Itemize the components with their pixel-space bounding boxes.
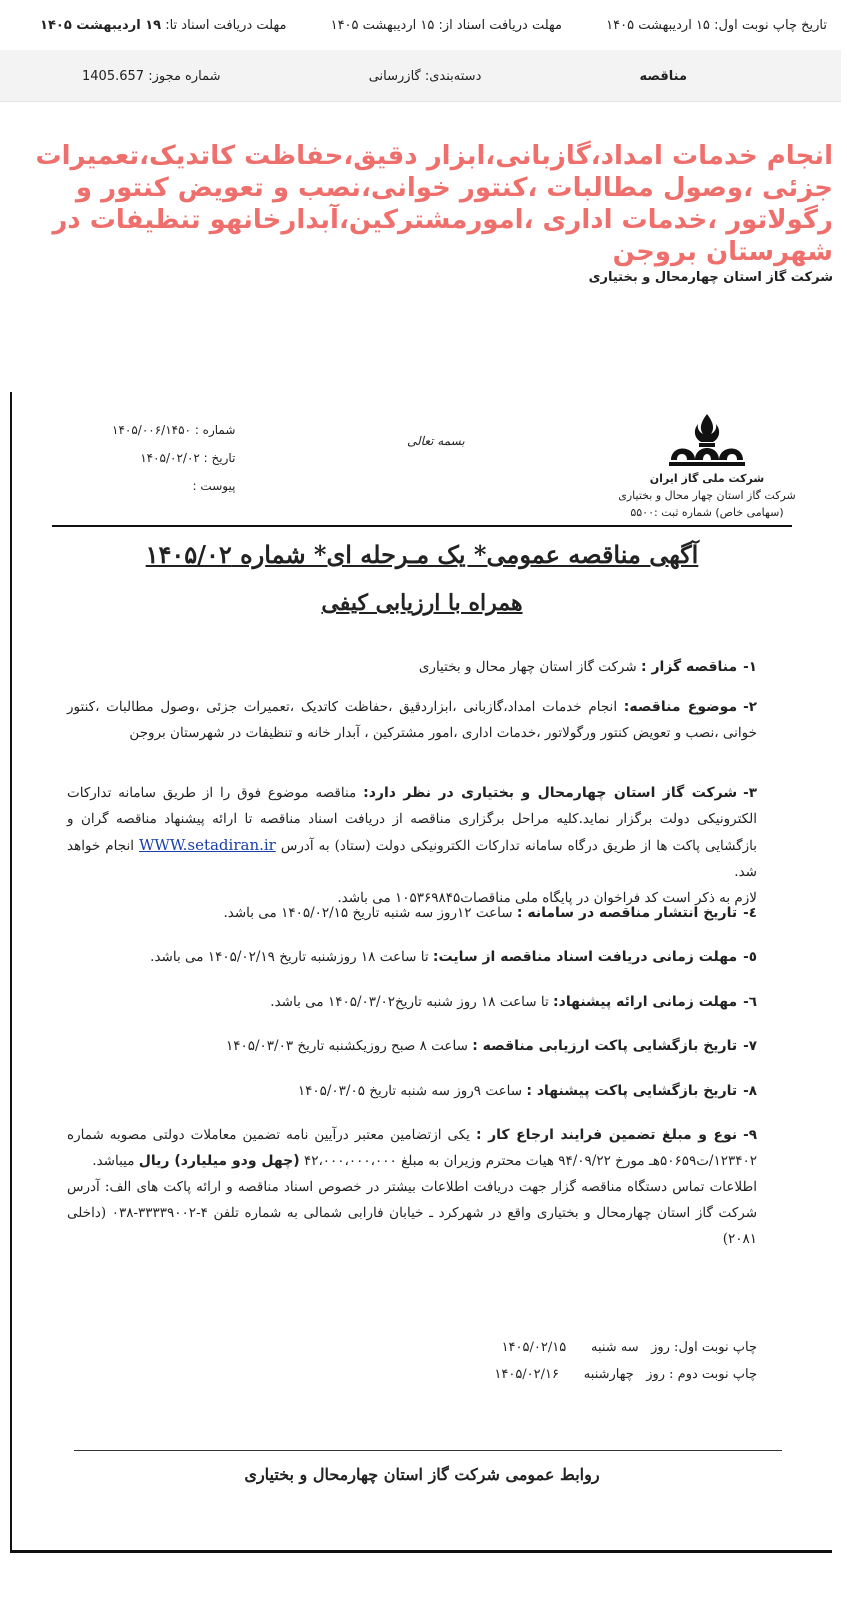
tender-document-image: [10, 392, 832, 1553]
first-print-value: ۱۵ اردیبهشت ۱۴۰۵: [606, 17, 710, 33]
item-number: ۲-: [743, 699, 757, 715]
receive-from-date: [331, 18, 562, 33]
gas-flame-logo-icon: [665, 412, 749, 468]
meta-row-details: [0, 52, 841, 100]
contact-info: اطلاعات تماس دستگاه مناقصه گزار جهت دریافت اطلاعات بیشتر در خصوص اسناد مناقصه و ارائه پاکت های الف: آدرس شرکت گاز استان چهارمحال و بختیاری واقع در شهرکرد ـ خیابان فارابی شمالی به شماره تلفن ۴-۳۳۳۳۹۰۰۲-۰۳۸ (داخلی ۲۰۸۱): [67, 1179, 758, 1247]
letter-references: [112, 416, 235, 500]
second-print-line: [494, 1367, 757, 1382]
category-label: دسته‌بندی:: [424, 68, 482, 84]
item-text: یکی ازتضامین معتبر درآیین نامه تضمین معاملات دولتی مصوبه شماره ۱۲۳۴۰۲/ت۵۰۶۵۹هـ مورخ ۹۴/۰۹/۲۲ هیات محترم وزیران به مبلغ ۴۲،۰۰۰،۰۰۰،۰۰۰: [67, 1127, 757, 1169]
letter-number-value: ۱۴۰۵/۰۰۶/۱۴۵۰: [112, 423, 191, 437]
item-number: ۷-: [743, 1038, 757, 1054]
tender-type-label: مناقصه: [639, 68, 687, 84]
logo-line-1: شرکت ملی گاز ایران: [649, 472, 765, 485]
item-label: نوع و مبلغ تضمین فرایند ارجاع کار :: [475, 1127, 738, 1143]
item-label: مهلت زمانی دریافت اسناد مناقصه از سایت:: [432, 949, 738, 965]
meta-row-dates: [0, 0, 841, 50]
item-label: مهلت زمانی ارائه پیشنهاد:: [553, 994, 738, 1010]
item-number: ۳-: [743, 785, 757, 801]
item-number: ۹-: [743, 1127, 757, 1143]
item-label: شرکت گاز استان چهارمحال و بختیاری در نظر دارد:: [363, 785, 738, 801]
header-divider: [52, 525, 792, 527]
print2-day: چهارشنبه: [583, 1367, 634, 1382]
item-6: [67, 989, 757, 1015]
letter-date-label: تاریخ :: [203, 451, 236, 465]
item-text: تا ساعت ۱۸ روزشنبه تاریخ ۱۴۰۵/۰۲/۱۹ می باشد.: [150, 949, 433, 965]
letter-attachment: [112, 472, 235, 500]
item-3: [67, 780, 757, 911]
license-value: 1405.657: [82, 68, 145, 84]
item-1: [67, 654, 757, 680]
receive-from-label: مهلت دریافت اسناد از:: [438, 17, 562, 33]
print1-day: سه شنبه: [590, 1340, 639, 1355]
item-text-end: میباشد.: [92, 1153, 139, 1169]
setadiran-link[interactable]: WWW.setadiran.ir: [138, 836, 276, 854]
first-print-label: تاریخ چاپ نوبت اول:: [714, 17, 827, 33]
item-number: ٥-: [743, 949, 757, 965]
item-text: ساعت ۱۲روز سه شنبه تاریخ ۱۴۰۵/۰۲/۱۵ می باشد.: [223, 905, 517, 921]
first-print-date: [606, 18, 827, 33]
item-text-end: انجام خواهد شد.: [67, 838, 757, 880]
category-value: گازرسانی: [368, 68, 421, 84]
page-title: انجام خدمات امداد،گازبانی،ابزار دقیق،حفاظت کاتدیک،تعمیرات جزئی ،وصول مطالبات ،کنتور خوانی،نصب و تعویض کنتور و رگولاتور ،خدمات اداری ،امورمشترکین،آبدارخانهو تنظیفات در شهرستان بروجن: [35, 141, 833, 267]
letter-attachment-label: پیوست :: [192, 479, 236, 493]
letter-number-label: شماره :: [194, 423, 236, 437]
tender-meta-bar: [0, 0, 841, 102]
receive-from-value: ۱۵ اردیبهشت ۱۴۰۵: [330, 17, 435, 33]
letter-date: [112, 444, 235, 472]
print2-label: چاپ نوبت دوم : روز: [646, 1367, 757, 1382]
item-text: مناقصه موضوع فوق را از طریق سامانه تدارکات الکترونیکی دولت برگزار نماید.کلیه مراحل برگزاری مناقصه از دریافت اسناد مناقصه تا ارائه پیشنهاد مناقصه گران و بازگشایی پاکت ها از طریق درگاه سامانه تدارکات الکترونیکی دولت (ستاد) به آدرس: [67, 785, 757, 854]
item-number: ۱-: [743, 659, 757, 675]
bismillah: بسمه تعالی: [407, 434, 465, 448]
item-4: [67, 900, 757, 926]
item-8: [67, 1078, 757, 1104]
ad-subheading: [12, 590, 832, 616]
item-note: لازم به ذکر است کد فراخوان در پایگاه ملی مناقصات۱۰۵۳۶۹۸۴۵ می باشد.: [337, 890, 757, 906]
item-label: تاریخ انتشار مناقصه در سامانه :: [516, 905, 738, 921]
item-text: ساعت ۹روز سه شنبه تاریخ ۱۴۰۵/۰۳/۰۵: [297, 1083, 527, 1099]
item-number: ٤-: [743, 905, 757, 921]
print1-date: ۱۴۰۵/۰۲/۱۵: [501, 1340, 567, 1355]
logo-line-3: (سهامی خاص) شماره ثبت :۵۵۰۰: [630, 506, 784, 519]
footer-divider: [74, 1450, 782, 1451]
guarantee-amount: (چهل ودو میلیارد) ریال: [138, 1153, 300, 1169]
item-text: انجام خدمات امداد،گازبانی ،ابزاردقیق ،حفاظت کاتدیک ،تعمیرات جزئی ،وصول مطالبات ،کنتور خوانی ،نصب و تعویض کنتور ورگولاتور ،خدمات اداری ،امور مشترکین ، آبدار خانه و تنظیفات در شهرستان بروجن: [67, 699, 757, 741]
item-number: ٦-: [743, 994, 757, 1010]
item-label: موضوع مناقصه:: [623, 699, 738, 715]
item-label: تاریخ بازگشایی پاکت پیشنهاد :: [526, 1083, 738, 1099]
print1-label: چاپ نوبت اول: روز: [651, 1340, 757, 1355]
public-relations-signature: روابط عمومی شرکت گاز استان چهارمحال و بختیاری: [244, 1465, 600, 1484]
ad-heading: [12, 540, 832, 569]
item-label: مناقصه گزار :: [640, 659, 738, 675]
ad-subheading-text: همراه با ارزیابی کیفی: [321, 590, 523, 616]
license-label: شماره مجوز:: [148, 68, 221, 84]
category: [369, 69, 492, 84]
tender-type: [640, 69, 827, 84]
letter-date-value: ۱۴۰۵/۰۲/۰۲: [140, 451, 200, 465]
item-number: ۸-: [743, 1083, 757, 1099]
item-label: تاریخ بازگشایی پاکت ارزیابی مناقصه :: [472, 1038, 738, 1054]
print2-date: ۱۴۰۵/۰۲/۱۶: [494, 1367, 559, 1382]
receive-to-label: مهلت دریافت اسناد تا:: [165, 17, 287, 33]
item-text: تا ساعت ۱۸ روز شنبه تاریخ۱۴۰۵/۰۳/۰۲ می باشد.: [270, 994, 554, 1010]
license-number: [40, 69, 221, 84]
company-logo: [612, 412, 802, 519]
item-7: [67, 1033, 757, 1059]
item-5: [67, 944, 757, 970]
first-print-line: [502, 1340, 757, 1355]
item-text: ساعت ۸ صبح روزیکشنبه تاریخ ۱۴۰۵/۰۳/۰۳: [226, 1038, 473, 1054]
letter-number: [112, 416, 235, 444]
item-2: [67, 694, 757, 746]
item-text: شرکت گاز استان چهار محال و بختیاری: [418, 659, 641, 675]
item-9: [67, 1122, 757, 1252]
receive-to-value: ۱۹ اردیبهشت ۱۴۰۵: [40, 17, 162, 33]
logo-line-2: شرکت گاز استان چهار محال و بختیاری: [618, 489, 796, 502]
ad-heading-text: آگهی مناقصه عمومی* یک مـرحله ای* شماره ۱۴۰۵/۰۲: [145, 540, 699, 569]
receive-to-date: [40, 18, 286, 33]
company-name: شرکت گاز استان چهارمحال و بختیاری: [588, 270, 833, 285]
